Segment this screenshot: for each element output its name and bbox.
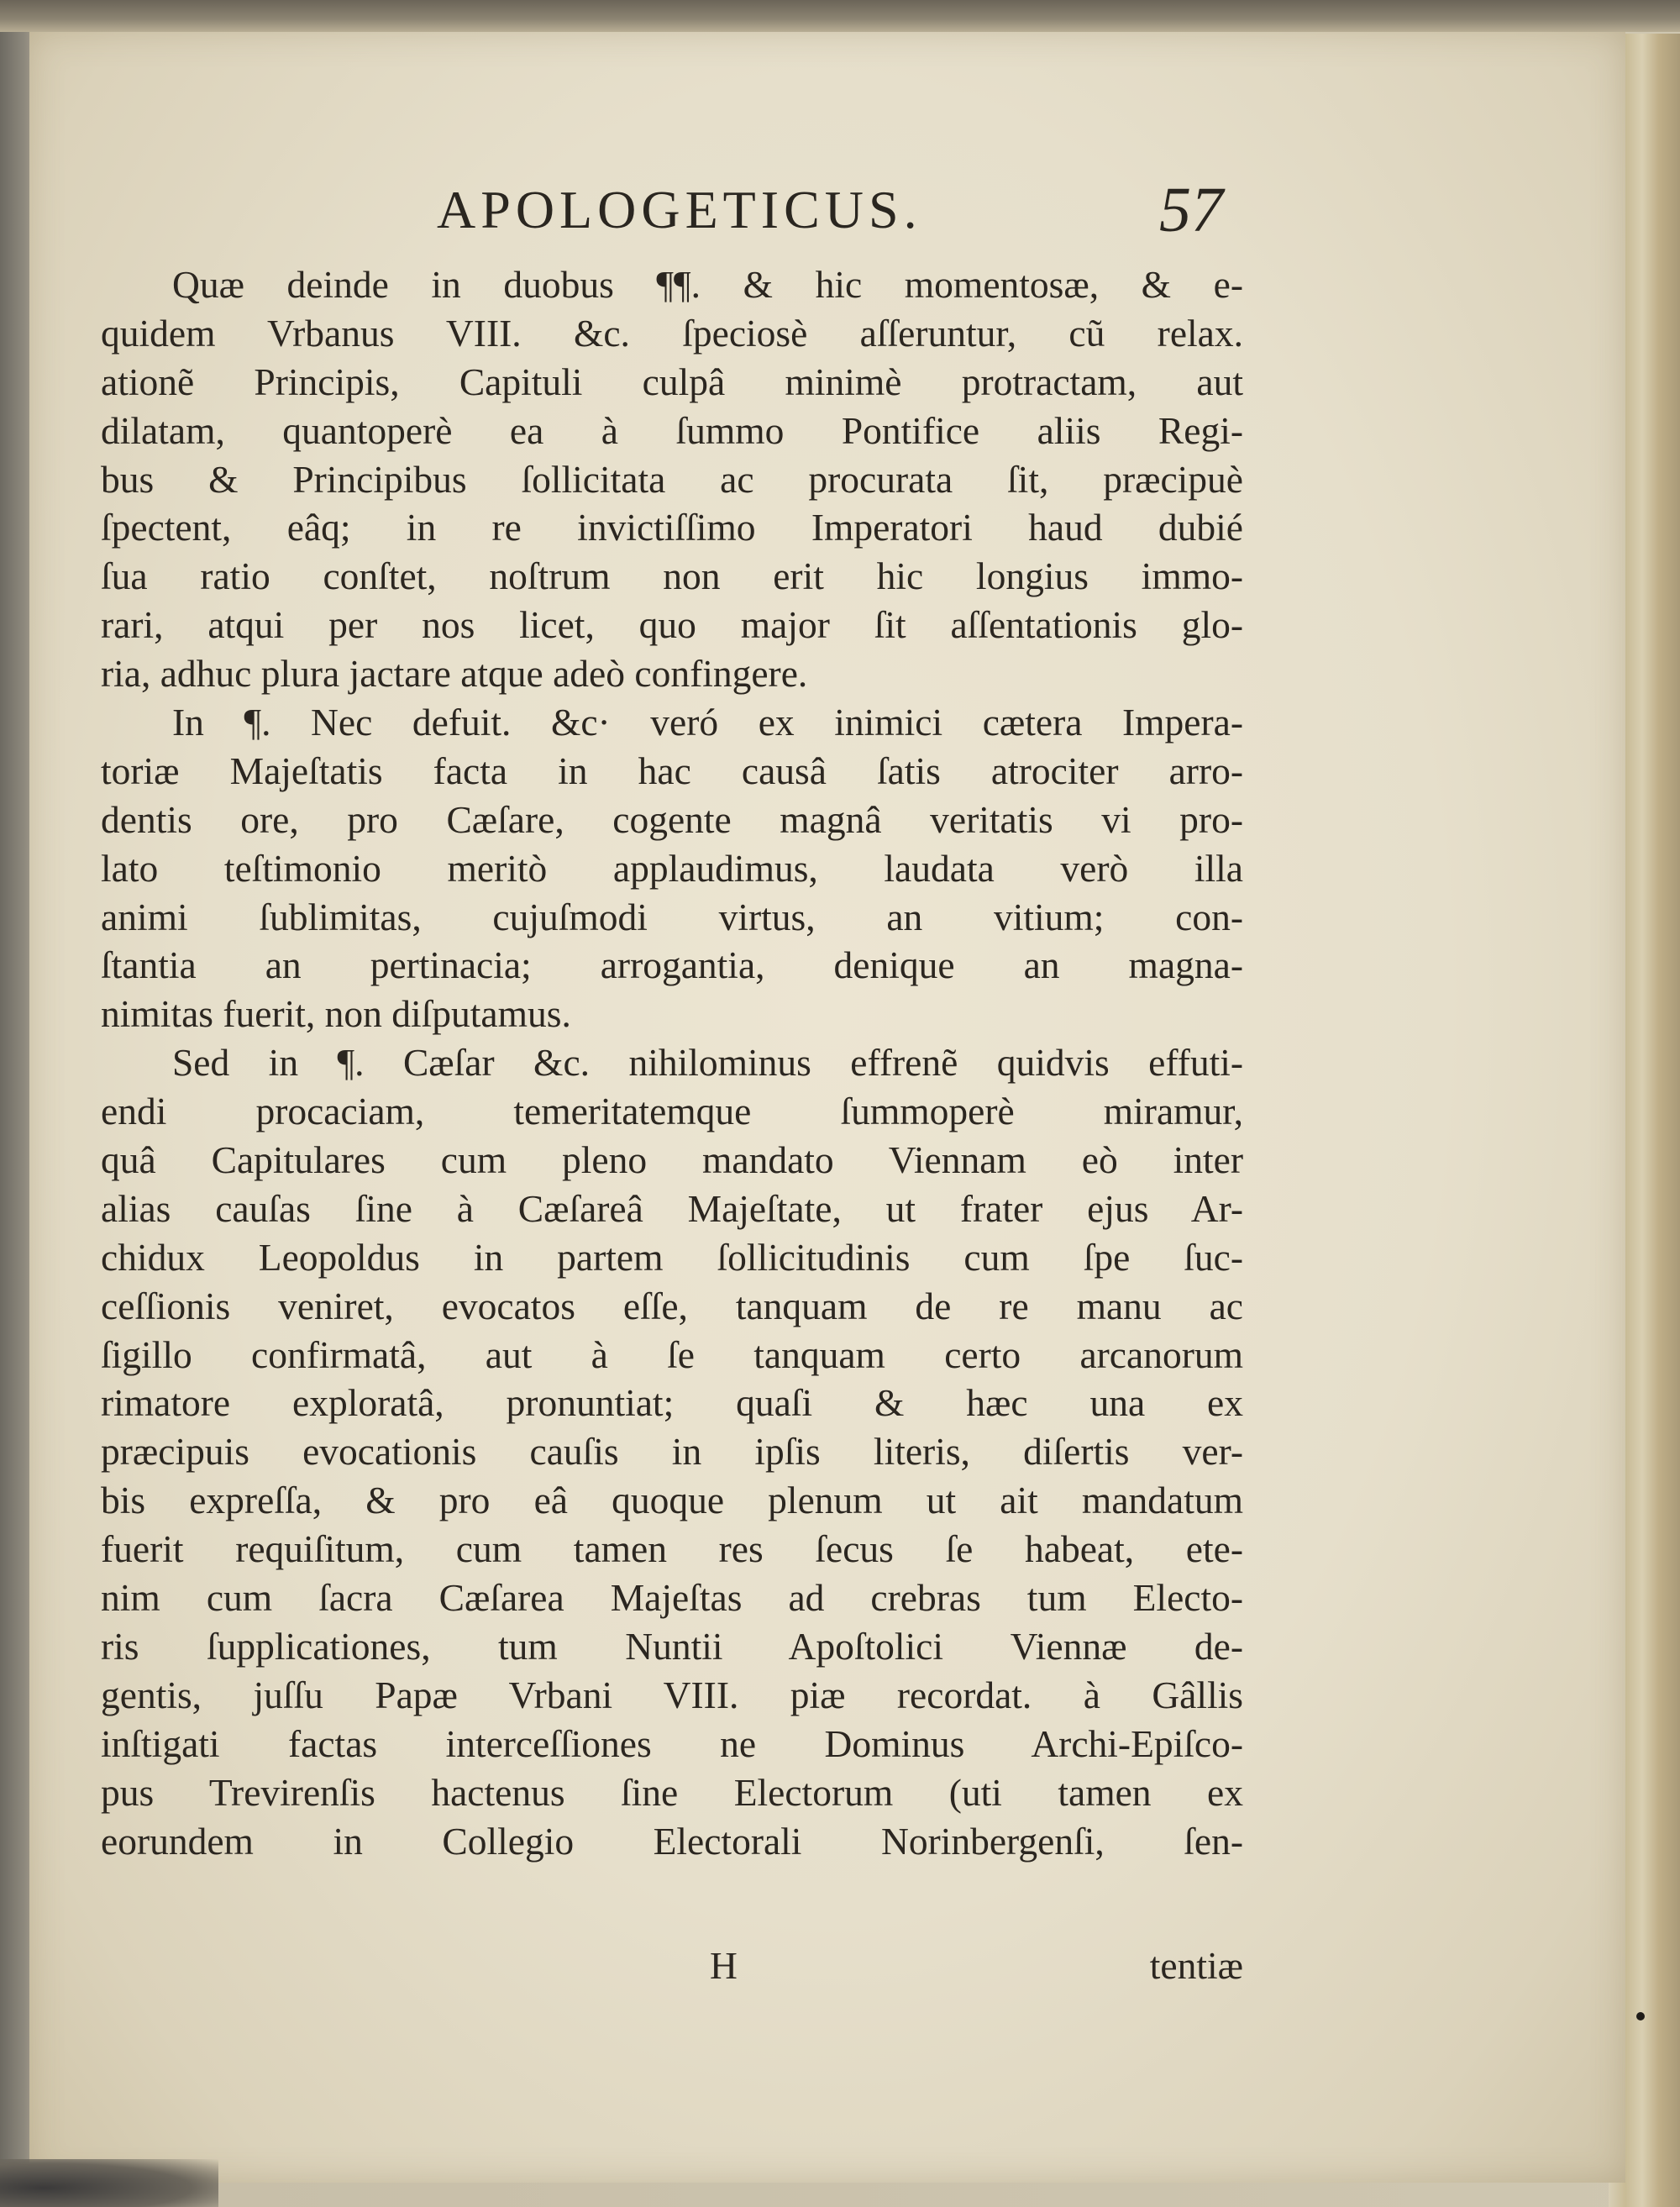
text-line: dentis ore, pro Cæſare, cogente magnâ veritatis vi pro- xyxy=(101,797,1243,841)
running-title: APOLOGETICUS. xyxy=(437,180,922,239)
text-line: ſua ratio conſtet, noſtrum non erit hic longius immo- xyxy=(101,554,1243,598)
text-line: gentis, juſſu Papæ Vrbani VIII. piæ recordat. à Gâllis xyxy=(101,1673,1243,1716)
text-line: alias cauſas ſine à Cæſareâ Majeſtate, ut frater ejus Ar- xyxy=(101,1186,1243,1230)
text-line: nim cum ſacra Cæſarea Majeſtas ad crebras tum Electo- xyxy=(101,1576,1243,1620)
text-line: ſigillo confirmatâ, aut à ſe tanquam certo arcanorum xyxy=(101,1332,1243,1376)
binding-shadow xyxy=(0,2159,218,2207)
text-line: quidem Vrbanus VIII. &c. ſpeciosè aſſeruntur, cũ relax. xyxy=(101,311,1243,355)
text-line: ationẽ Principis, Capituli culpâ minimè protractam, aut xyxy=(101,360,1243,403)
text-line: toriæ Majeſtatis facta in hac causâ ſatis atrociter arro- xyxy=(101,749,1243,792)
text-line: In ¶. Nec defuit. &c· veró ex inimici cætera Impera- xyxy=(172,701,1243,744)
text-line: ceſſionis veniret, evocatos eſſe, tanquam de re manu ac xyxy=(101,1284,1243,1327)
text-line: inſtigati factas interceſſiones ne Dominus Archi-Epiſco- xyxy=(101,1721,1243,1765)
text-line: bus & Principibus ſollicitata ac procurata ſit, præcipuè xyxy=(101,457,1243,501)
text-line: lato teſtimonio meritò applaudimus, laudata verò illa xyxy=(101,846,1243,890)
page-number: 57 xyxy=(1159,175,1223,245)
text-line: ſtantia an pertinacia; arrogantia, denique an magna- xyxy=(101,943,1243,987)
text-line: rari, atqui per nos licet, quo major ſit aſſentationis glo- xyxy=(101,603,1243,647)
top-shadow xyxy=(0,0,1680,32)
signature-mark: H xyxy=(710,1944,738,1987)
text-line: chidux Leopoldus in partem ſollicitudinis cum ſpe ſuc- xyxy=(101,1235,1243,1279)
text-line: quâ Capitulares cum pleno mandato Viennam eò inter xyxy=(101,1138,1243,1182)
catchword: tentiæ xyxy=(1149,1944,1243,1987)
body-text xyxy=(101,260,1243,1865)
page-footer xyxy=(101,1941,1243,1991)
text-line: nimitas fuerit, non diſputamus. xyxy=(101,992,571,1036)
page-header xyxy=(437,172,1243,265)
text-line: Sed in ¶. Cæſar &c. nihilominus effrenẽ quidvis effuti- xyxy=(172,1041,1243,1085)
text-line: Quæ deinde in duobus ¶¶. & hic momentosæ, & e- xyxy=(172,263,1243,306)
text-line: pus Trevirenſis hactenus ſine Electorum (uti tamen ex xyxy=(101,1770,1243,1814)
text-line: bis expreſſa, & pro eâ quoque plenum ut ait mandatum xyxy=(101,1479,1243,1522)
text-line: eorundem in Collegio Electorali Norinbergenſi, ſen- xyxy=(101,1819,1243,1863)
text-line: animi ſublimitas, cujuſmodi virtus, an vitium; con- xyxy=(101,895,1243,938)
ink-speck xyxy=(1636,2012,1645,2020)
text-line: præcipuis evocationis cauſis in ipſis literis, diſertis ver- xyxy=(101,1430,1243,1474)
text-line: fuerit requiſitum, cum tamen res ſecus ſe habeat, ete- xyxy=(101,1527,1243,1571)
text-line: ris ſupplicationes, tum Nuntii Apoſtolici Viennæ de- xyxy=(101,1624,1243,1668)
text-line: ſpectent, eâq; in re invictiſſimo Imperatori haud dubié xyxy=(101,506,1243,549)
text-line: dilatam, quantoperè ea à ſummo Pontifice aliis Regi- xyxy=(101,408,1243,452)
text-line: endi procaciam, temeritatemque ſummoperè miramur, xyxy=(101,1090,1243,1133)
text-line: rimatore exploratâ, pronuntiat; quaſi & hæc una ex xyxy=(101,1381,1243,1425)
text-line: ria, adhuc plura jactare atque adeò confingere. xyxy=(101,652,808,696)
